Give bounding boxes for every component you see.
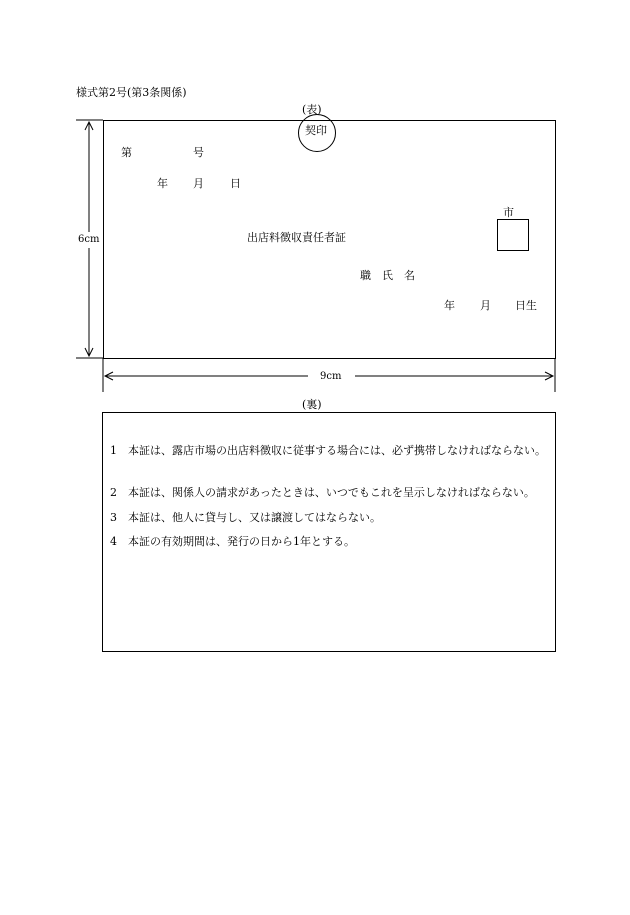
height-dimension-label: 6cm xyxy=(78,234,100,245)
width-dimension-label: 9cm xyxy=(320,371,342,382)
note-item-1: 1 本証は、露店市場の出店料徴収に従事する場合には、必ず携帯しなければならない。 xyxy=(110,444,546,457)
birth-month: 月 xyxy=(480,299,491,312)
seal-label: 契印 xyxy=(305,124,327,137)
birth-year: 年 xyxy=(444,299,455,312)
city-seal-box xyxy=(497,219,529,251)
number-suffix: 号 xyxy=(193,146,204,159)
certificate-title: 出店料徴収責任者証 xyxy=(247,231,346,244)
issue-month: 月 xyxy=(193,177,204,190)
city-label: 市 xyxy=(503,206,514,219)
issue-year: 年 xyxy=(157,177,168,190)
note-item-3: 3 本証は、他人に貸与し、又は譲渡してはならない。 xyxy=(110,511,381,524)
birth-day: 日生 xyxy=(515,299,537,312)
back-side-label: (裏) xyxy=(302,398,322,411)
front-side-label: (表) xyxy=(302,103,322,116)
name-label: 職 氏 名 xyxy=(360,269,415,282)
note-item-2: 2 本証は、関係人の請求があったときは、いつでもこれを呈示しなければならない。 xyxy=(110,486,535,499)
issue-day: 日 xyxy=(230,177,241,190)
number-prefix: 第 xyxy=(121,146,132,159)
form-label: 様式第2号(第3条関係) xyxy=(76,86,187,99)
note-item-4: 4 本証の有効期間は、発行の日から1年とする。 xyxy=(110,535,355,548)
